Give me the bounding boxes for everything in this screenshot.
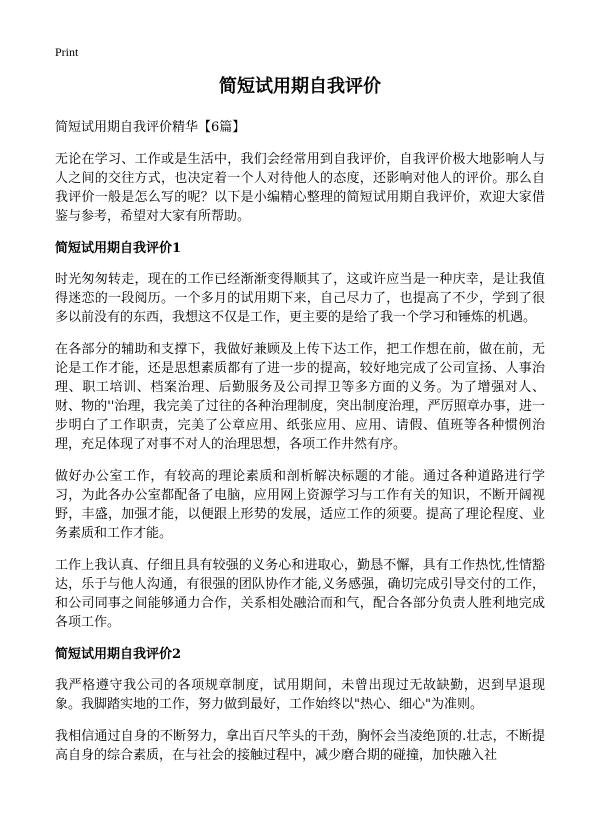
section-1-paragraph-2: 在各部分的辅助和支撑下，我做好兼顾及上传下达工作，把工作想在前，做在前，无论是工作才能，还是思想素质都有了进一步的提高，较好地完成了公司宣扬、人事治理、职工培训、档案治理、后勤服务及公司捍卫等多方面的义务。为了增强对人、财、物的''治理，我完美了过往的各种治理制度，突出制度治理，严厉照章办事，进一步明白了工作职责，完美了公章应用、纸张应用、应用、请假、值班等各种惯例治理，充足体现了对事不对人的治理思想，各项工作井然有序。 <box>55 342 545 452</box>
section-2-paragraph-1: 我严格遵守我公司的各项规章制度，试用期间，未曾出现过无故缺勤，迟到早退现象。我脚踏实地的工作，努力做到最好，工作始终以"热心、细心"为准则。 <box>55 678 545 712</box>
section-1-paragraph-1: 时光匆匆转走，现在的工作已经渐渐变得顺其了，这或许应当是一种庆幸，是让我值得迷恋的一段阅历。一个多月的试用期下来，自己尽力了，也提高了不少，学到了很多以前没有的东西，我想这不仅是工作，更主要的是给了我一个学习和锤炼的机遇。 <box>55 272 545 325</box>
document-content <box>55 75 545 765</box>
intro-paragraph: 无论在学习、工作或是生活中，我们会经常用到自我评价，自我评价极大地影响人与人之间的交往方式，也决定着一个人对待他人的态度，还影响对他人的评价。那么自我评价一般是怎么写的呢？以下是小编精心整理的简短试用期自我评价，欢迎大家借鉴与参考，希望对大家有所帮助。 <box>55 152 545 224</box>
print-link[interactable]: Print <box>55 45 79 59</box>
document-title: 简短试用期自我评价 <box>219 76 381 97</box>
section-heading-1: 简短试用期自我评价1 <box>55 241 182 256</box>
section-1-paragraph-4: 工作上我认真、仔细且具有较强的义务心和进取心，勤恳不懈，具有工作热忱,性情豁达，乐于与他人沟通，有很强的团队协作才能,义务感强，确切完成引导交付的工作，和公司同事之间能够通力合作，关系相处融洽而和气，配合各部分负责人胜利地完成各项工作。 <box>55 558 545 630</box>
section-1-paragraph-3: 做好办公室工作，有较高的理论素质和剖析解决标题的才能。通过各种道路进行学习，为此各办公室都配备了电脑，应用网上资源学习与工作有关的知识，不断开阔视野，丰盛，加强才能，以便跟上形势的发展，适应工作的须要。提高了理论程度、业务素质和工作才能。 <box>55 469 545 541</box>
document-subtitle: 简短试用期自我评价精华【6篇】 <box>55 120 246 135</box>
section-2-paragraph-2: 我相信通过自身的不断努力，拿出百尺竿头的干劲，胸怀会当凌绝顶的.壮志，不断提高自身的综合素质，在与社会的接触过程中，减少磨合期的碰撞，加快融入社 <box>55 729 545 763</box>
section-heading-2: 简短试用期自我评价2 <box>55 647 182 662</box>
